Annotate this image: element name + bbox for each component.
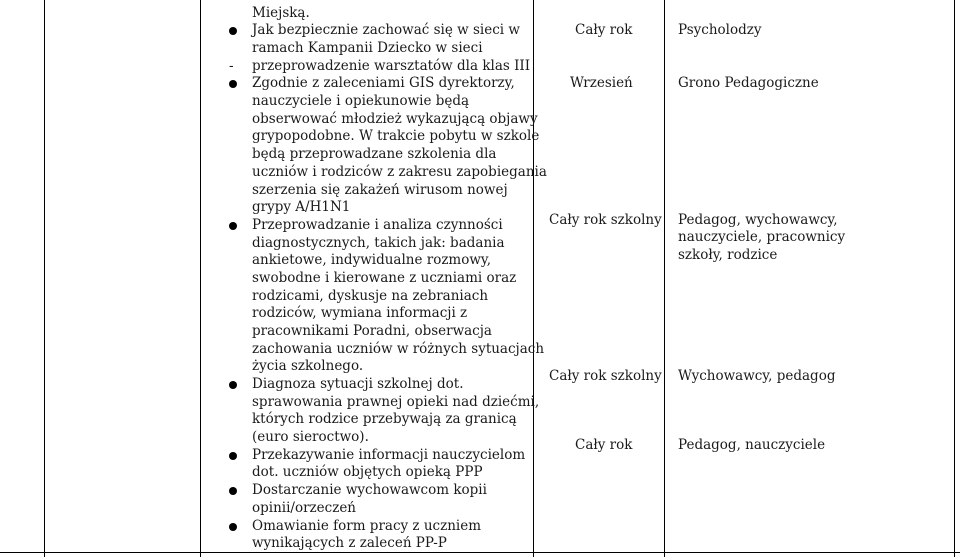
bullet-icon xyxy=(229,487,237,495)
bullet-icon xyxy=(229,27,237,35)
task-text-line: Zgodnie z zaleceniami GIS dyrektorzy, xyxy=(252,75,515,91)
dash-marker: - xyxy=(229,58,234,74)
table-border-col3 xyxy=(533,0,534,557)
responsible-cell: Pedagog, wychowawcy, xyxy=(678,212,838,228)
task-text-line: Jak bezpiecznie zachować się w sieci w xyxy=(252,22,520,38)
responsible-cell: Psycholodzy xyxy=(678,22,762,38)
bullet-icon xyxy=(229,523,237,531)
bullet-icon xyxy=(229,452,237,460)
task-text-line: opinii/orzeczeń xyxy=(252,500,357,516)
responsible-cell: Pedagog, nauczyciele xyxy=(678,437,826,453)
task-text-line: swobodne i kierowane z uczniami oraz xyxy=(252,270,517,286)
task-text-line: Miejską. xyxy=(252,5,310,21)
task-text-line: dot. uczniów objętych opieką PPP xyxy=(252,464,483,480)
bullet-icon xyxy=(229,80,237,88)
responsible-cell: Grono Pedagogiczne xyxy=(678,75,819,91)
task-text-line: grypopodobne. W trakcie pobytu w szkole xyxy=(252,128,540,144)
table-border-col4 xyxy=(664,0,665,557)
task-text-line: Diagnoza sytuacji szkolnej dot. xyxy=(252,376,464,392)
task-text-line: rodziców, wymiana informacji z xyxy=(252,305,468,321)
task-text-line: nauczyciele i opiekunowie będą xyxy=(252,93,470,109)
term-cell: Cały rok szkolny xyxy=(549,212,662,228)
term-cell: Wrzesień xyxy=(570,75,633,91)
task-text-line: Dostarczanie wychowawcom kopii xyxy=(252,482,487,498)
task-text-line: szerzenia się zakażeń wirusom nowej xyxy=(252,182,508,198)
task-text-line: uczniów i rodziców z zakresu zapobiegania xyxy=(252,164,547,180)
task-text-line: ramach Kampanii Dziecko w sieci xyxy=(252,40,483,56)
task-text-line: sprawowania prawnej opieki nad dziećmi, xyxy=(252,394,540,410)
task-text-line: obserwować młodzież wykazującą objawy xyxy=(252,111,538,127)
task-text-line: (euro sieroctwo). xyxy=(252,429,369,445)
task-text-line: ankietowe, indywidualne rozmowy, xyxy=(252,252,492,268)
task-text-line: diagnostycznych, takich jak: badania xyxy=(252,235,505,251)
bullet-icon xyxy=(229,381,237,389)
responsible-cell: Wychowawcy, pedagog xyxy=(678,368,836,384)
term-cell: Cały rok xyxy=(575,22,633,38)
task-text-line: zachowania uczniów w różnych sytuacjach xyxy=(252,341,545,357)
task-text-line: grypy A/H1N1 xyxy=(252,199,351,215)
task-text-line: życia szkolnego. xyxy=(252,358,364,374)
bullet-icon xyxy=(229,222,237,230)
task-text-line: przeprowadzenie warsztatów dla klas III xyxy=(252,58,531,74)
table-border-col2 xyxy=(200,0,201,557)
task-text-line: rodzicami, dyskusje na zebraniach xyxy=(252,288,489,304)
task-text-line: pracownikami Poradni, obserwacja xyxy=(252,323,492,339)
term-cell: Cały rok szkolny xyxy=(549,368,662,384)
task-text-line: wynikających z zaleceń PP-P xyxy=(252,535,447,551)
task-text-line: Przeprowadzanie i analiza czynności xyxy=(252,217,503,233)
responsible-cell: nauczyciele, pracownicy xyxy=(678,229,846,245)
task-text-line: Omawianie form pracy z uczniem xyxy=(252,518,481,534)
table-border-right xyxy=(954,0,955,557)
task-text-line: Przekazywanie informacji nauczycielom xyxy=(252,447,526,463)
term-cell: Cały rok xyxy=(575,437,633,453)
table-border-left xyxy=(44,0,45,557)
task-text-line: będą przeprowadzane szkolenia dla xyxy=(252,146,497,162)
task-text-line: których rodzice przebywają za granicą xyxy=(252,411,517,427)
table-border-bottom xyxy=(0,552,960,553)
responsible-cell: szkoły, rodzice xyxy=(678,247,778,263)
